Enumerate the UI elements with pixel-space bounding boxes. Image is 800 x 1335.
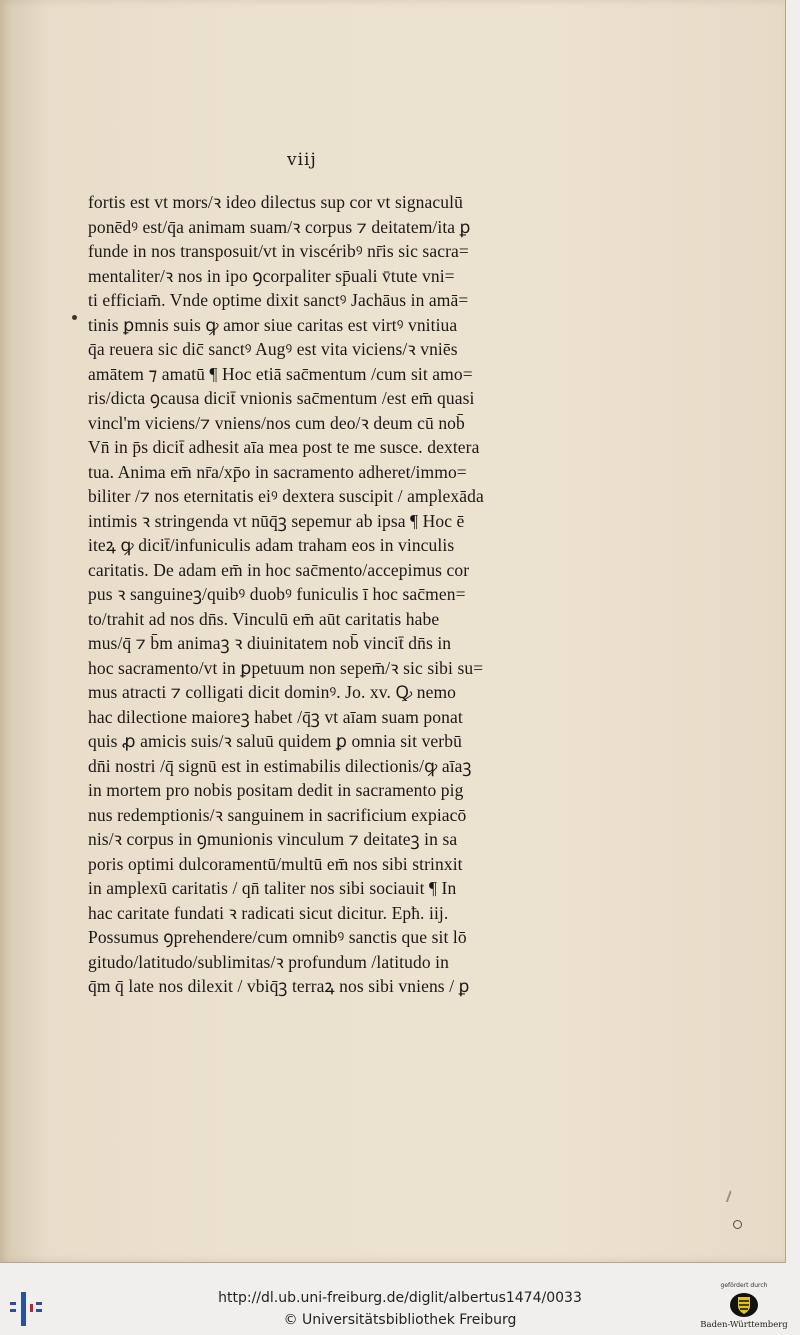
text-line: quis ꝓ amicis suis/ꝛ saluū quidem ꝑ omnia sit verbū [88,731,462,751]
text-line: vincl'm viciens/⁊ vniens/nos cum deo/ꝛ deum cū nob̄ [88,412,465,433]
text-line: dn̄i nostri /q̄ signū est in estimabilis dilectionis/ꝙ aīaꝫ [88,755,472,776]
text-line: ris/dicta ꝯcausa dicit̄ vnionis sac̄mentum /est em̄ quasi [88,388,475,408]
text-line: nus redemptionis/ꝛ sanguinem in sacrificium expiacō [88,804,467,825]
text-line: tinis ꝑmnis suis ꝙ amor siue caritas est virtꝰ vnitiua [88,314,458,335]
text-line: biliter /⁊ nos eternitatis eiꝰ dextera suscipit / amplexāda [88,486,484,506]
text-line: Vn̄ in p̄s dicit̄ adhesit aīa mea post te me susce. dextera [88,437,480,457]
text-line: poris optimi dulcoramentū/multū em̄ nos sibi strinxit [88,853,463,874]
ring-mark [733,1220,742,1229]
sponsor-block [694,1282,794,1330]
page-number: viij [287,150,317,170]
text-line: mus/q̄ ⁊ b̄m animaꝫ ꝛ diuinitatem nob̄ vincit̄ dn̄s in [88,633,452,653]
text-line: pus ꝛ sanguineꝫ/quibꝰ duobꝰ funiculis ī hoc sac̄men= [88,584,466,604]
coat-of-arms-icon [729,1292,759,1318]
text-line: intimis ꝛ stringenda vt nūq̄ꝫ sepemur ab ipsa ¶ Hoc ē [88,510,465,531]
text-line: hac dilectione maioreꝫ habet /q̄ꝫ vt aīam suam ponat [88,706,463,727]
text-line: Possumus ꝯprehendere/cum omnibꝰ sanctis que sit lō [88,927,467,947]
sponsor-label: gefördert durch [720,1282,768,1289]
text-line: hac caritate fundati ꝛ radicati sicut dicitur. Epħ. iij. [88,902,449,923]
text-line: q̄a reuera sic dic̄ sanctꝰ Augꝰ est vita viciens/ꝛ vniēs [88,339,458,359]
text-line: ti efficiam̄. Vnde optime dixit sanctꝰ Jachāus in amā= [88,290,469,310]
ink-dot-mark [72,315,77,320]
text-line: iteꝝ ꝙ dicit̄/infuniculis adam traham eos in vinculis [88,535,455,555]
text-line: mus atracti ⁊ colligati dicit dominꝰ. Jo. xv. Ꝙ nemo [88,682,457,702]
text-line: in mortem pro nobis positam dedit in sacramento pig [88,780,464,800]
text-line: tua. Anima em̄ nr̄a/xp̄o in sacramento adheret/immo= [88,461,467,482]
viewer-footer [0,1263,800,1335]
text-line: amātem ⁊ amatū ¶ Hoc etiā sac̄mentum /cum sit amo= [88,363,473,384]
text-line: in amplexū caritatis / qn̄ taliter nos sibi sociauit ¶ In [88,878,457,898]
permalink-url[interactable]: http://dl.ub.uni-freiburg.de/diglit/albertus1474/0033 [218,1290,582,1306]
sponsor-name: Baden-Württemberg [700,1320,788,1330]
pencil-corner-mark [726,1190,742,1202]
text-line: nis/ꝛ corpus in ꝯmunionis vinculum ⁊ deitateꝫ in sa [88,829,458,849]
text-line: to/trahit ad nos dn̄s. Vinculū em̄ aūt caritatis habe [88,608,440,629]
text-line: q̄m q̄ late nos dilexit / vbiq̄ꝫ terraꝝ nos sibi vniens / ꝑ [88,976,470,996]
text-line: fortis est vt mors/ꝛ ideo dilectus sup cor vt signaculū [88,192,463,212]
copyright-notice: © Universitätsbibliothek Freiburg [283,1312,517,1328]
text-line: funde in nos transposuit/vt in viscéribꝰ nr̄is sic sacra= [88,241,469,261]
text-line: gitudo/latitudo/sublimitas/ꝛ profundum /latitudo in [88,951,449,972]
text-line: ponēdꝰ est/q̄a animam suam/ꝛ corpus ⁊ deitatem/ita ꝑ [88,216,471,237]
text-line: mentaliter/ꝛ nos in ipo ꝯcorpaliter sp̄uali v̄tute vni= [88,265,455,286]
incunabulum-text-block [88,190,566,999]
text-line: caritatis. De adam em̄ in hoc sac̄mento/accepimus cor [88,559,470,580]
text-line: hoc sacramento/vt in ꝑpetuum non sepem̄/ꝛ sic sibi su= [88,657,484,678]
